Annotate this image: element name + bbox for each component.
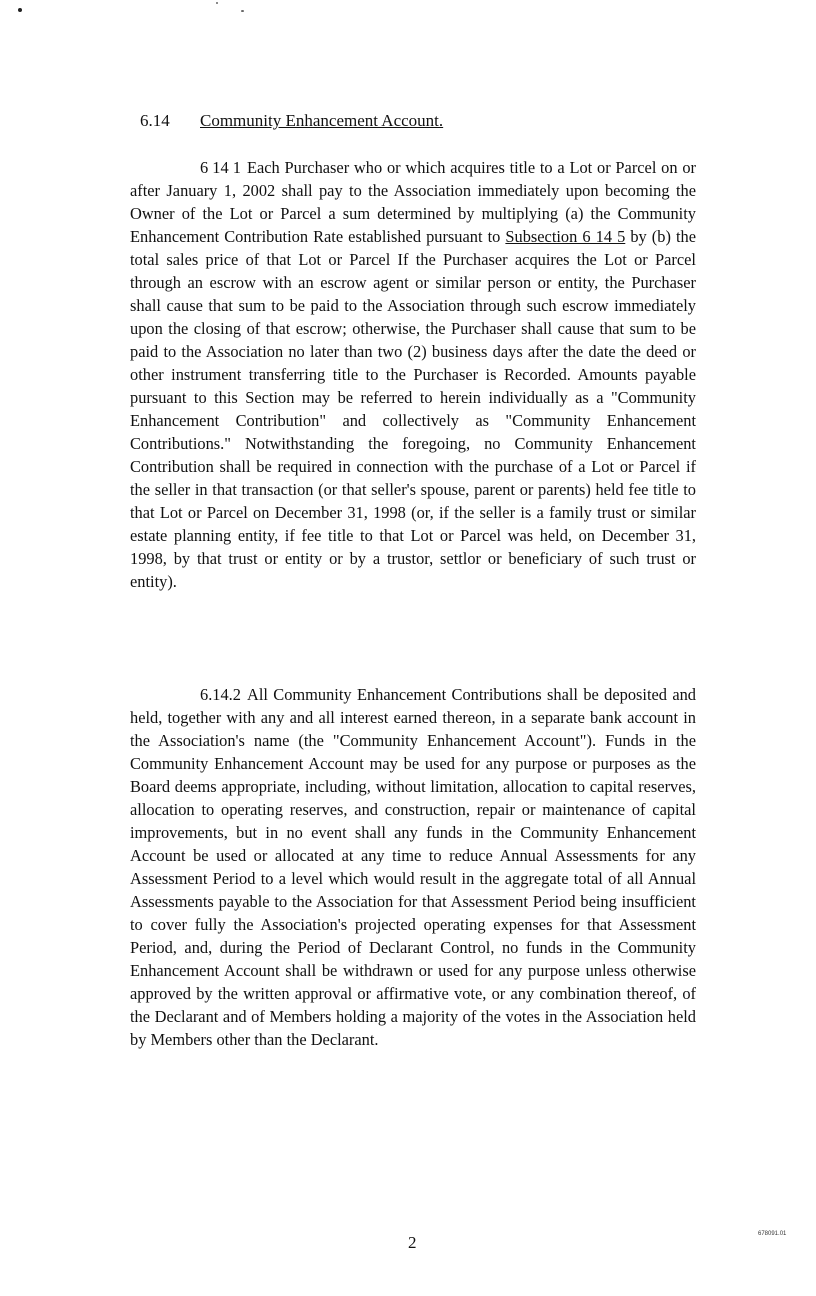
paragraph-number: 6.14.2	[200, 685, 241, 704]
paragraph-6-14-2	[130, 683, 696, 1051]
document-code: 678091.01	[758, 1231, 787, 1237]
paragraph-number: 6 14 1	[200, 158, 241, 177]
paragraph-text: by (b) the total sales price of that Lot or Parcel If the Purchaser acquires the Lot or Parcel through an escrow with an escrow agent or similar person or entity, the Purchaser shall cause that sum to be paid to the Association through such escrow immediately upon the closing of that escrow; otherwise, the Purchaser shall cause that sum to be paid to the Association no later than two (2) business days after the date the deed or other instrument transferring title to the Purchaser is Recorded. Amounts payable pursuant to this Section may be referred to herein individually as a "Community Enhancement Contribution" and collectively as "Community Enhancement Contributions." Notwithstanding the foregoing, no Community Enhancement Contribution shall be required in connection with the purchase of a Lot or Parcel if the seller in that transaction (or that seller's spouse, parent or parents) held fee title to that Lot or Parcel on December 31, 1998 (or, if the seller is a family trust or similar estate planning entity, if fee title to that Lot or Parcel was held, on December 31, 1998, by that trust or entity or by a trustor, settlor or beneficiary of such trust or entity).	[130, 227, 696, 591]
section-number: 6.14	[140, 111, 170, 130]
subsection-reference: Subsection 6 14 5	[505, 227, 626, 246]
scan-speck	[216, 2, 218, 4]
paragraph-text: All Community Enhancement Contributions shall be deposited and held, together with any and all interest earned thereon, in a separate bank account in the Association's name (the "Community Enhancement Account"). Funds in the Community Enhancement Account may be used for any purpose or purposes as the Board deems appropriate, including, without limitation, allocation to capital reserves, allocation to operating reserves, and construction, repair or maintenance of capital improvements, but in no event shall any funds in the Community Enhancement Account be used or allocated at any time to reduce Annual Assessments for any Assessment Period to a level which would result in the aggregate total of all Annual Assessments payable to the Association for that Assessment Period being insufficient to cover fully the Association's projected operating expenses for that Assessment Period, and, during the Period of Declarant Control, no funds in the Community Enhancement Account shall be withdrawn or used for any purpose unless otherwise approved by the written approval or affirmative vote, or any combination thereof, of the Declarant and of Members holding a majority of the votes in the Association held by Members other than the Declarant.	[130, 685, 696, 1049]
scan-speck	[18, 8, 22, 12]
section-title: Community Enhancement Account.	[200, 111, 444, 130]
paragraph-6-14-1	[130, 156, 696, 593]
page-number: 2	[408, 1233, 417, 1252]
scan-speck	[241, 10, 244, 12]
paragraph-text: Each Purchaser who or which acquires title to a Lot or Parcel on or after January 1, 2002 shall pay to the Association immediately upon becoming the Owner of the Lot or Parcel a sum determined by multiplying (a) the Community Enhancement Contribution Rate established pursuant to	[130, 158, 696, 246]
section-heading	[140, 110, 443, 132]
